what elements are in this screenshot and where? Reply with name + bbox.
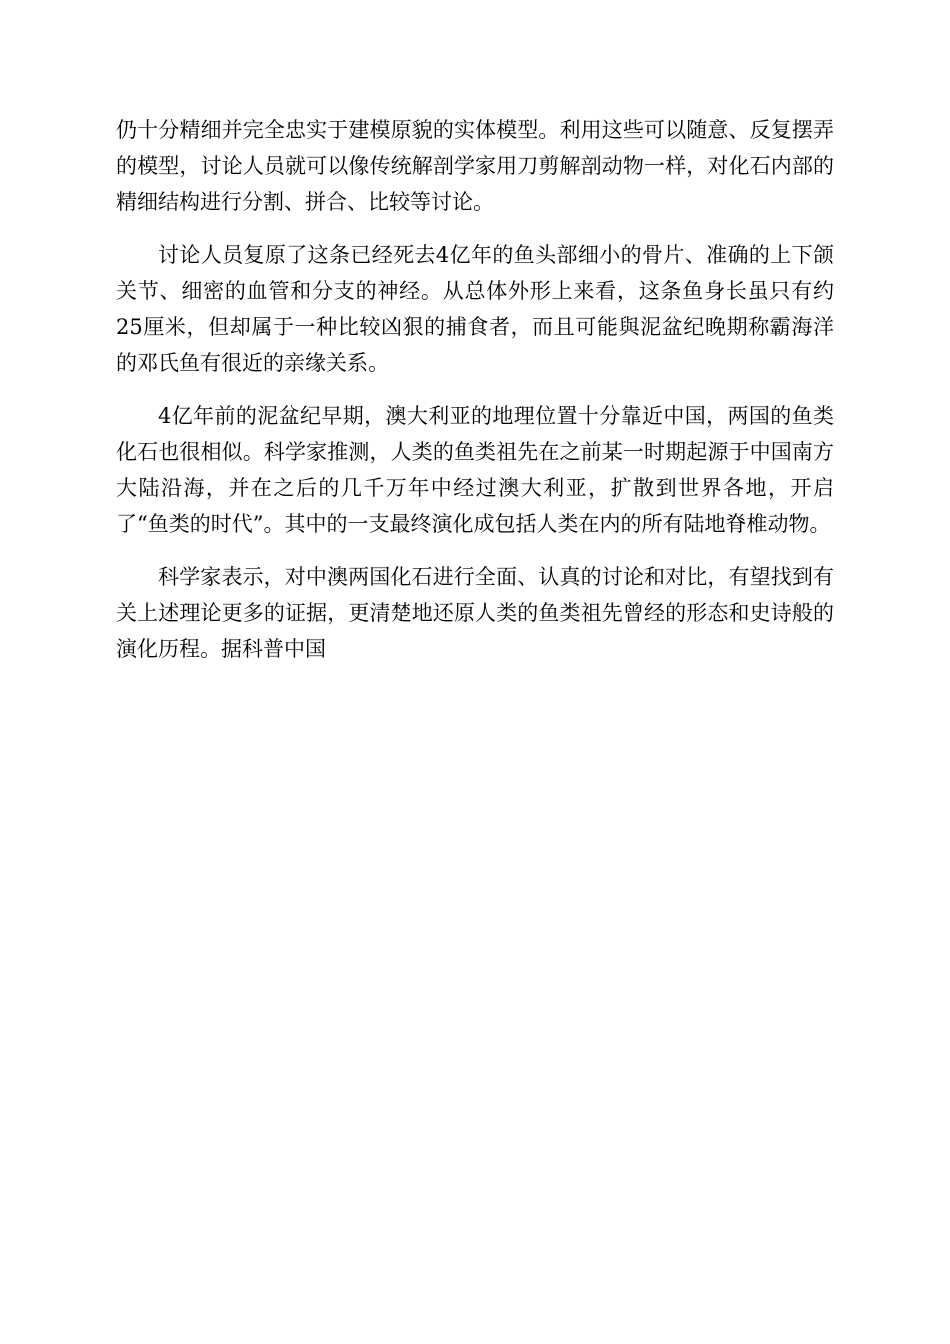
document-body	[116, 112, 834, 684]
paragraph-3: 4亿年前的泥盆纪早期，澳大利亚的地理位置十分靠近中国，两国的鱼类化石也很相似。科学家推测，人类的鱼类祖先在之前某一时期起源于中国南方大陆沿海，并在之后的几千万年中经过澳大利亚，扩散到世界各地，开启了“鱼类的时代”。其中的一支最终演化成包括人类在内的所有陆地脊椎动物。	[116, 404, 834, 536]
paragraph-2: 讨论人员复原了这条已经死去4亿年的鱼头部细小的骨片、准确的上下颌关节、细密的血管和分支的神经。从总体外形上来看，这条鱼身长虽只有约25厘米，但却属于一种比较凶狠的捕食者，而且可能與泥盆纪晚期称霸海洋的邓氏鱼有很近的亲缘关系。	[116, 243, 834, 375]
paragraph-1: 仍十分精细并完全忠实于建模原貌的实体模型。利用这些可以随意、反复摆弄的模型，讨论人员就可以像传统解剖学家用刀剪解剖动物一样，对化石内部的精细结构进行分割、拼合、比较等讨论。	[116, 118, 834, 214]
paragraph-4: 科学家表示，对中澳两国化石进行全面、认真的讨论和对比，有望找到有关上述理论更多的证据，更清楚地还原人类的鱼类祖先曾经的形态和史诗般的演化历程。据科普中国	[116, 565, 834, 661]
